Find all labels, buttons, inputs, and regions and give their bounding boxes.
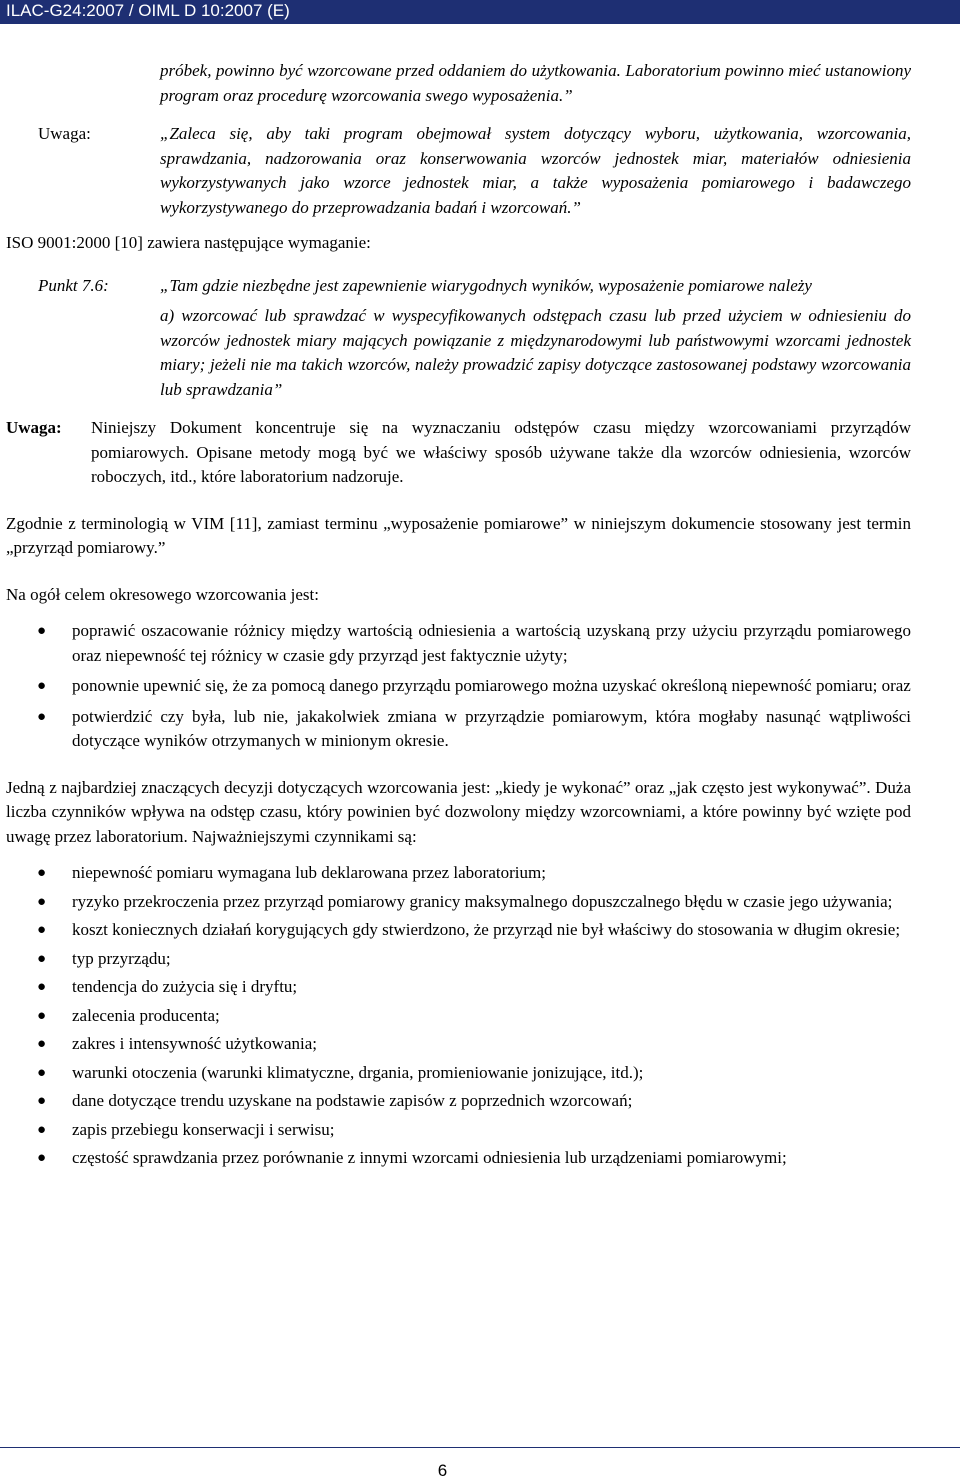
note-block-1 — [6, 122, 911, 220]
bullet-icon: ● — [37, 708, 47, 725]
list-item: ● poprawić oszacowanie różnicy między wartością odniesienia a wartością uzyskaną przy użyciu przyrządu pomiarowego oraz niepewność tej różnicy w czasie gdy przyrząd jest faktycznie użyty; — [6, 619, 911, 668]
list-item: ● typ przyrządu; — [6, 947, 911, 972]
note-text: „Zaleca się, aby taki program obejmował system dotyczący wyboru, użytkowania, wzorcowania, sprawdzania, nadzorowania oraz konserwowania wzorców jednostek miar, materiałów odniesienia wykorzystywanych jako wzorce jednostek miar, a także wyposażenia pomiarowego i badawczego wykorzystywanego do przeprowadzania badań i wzorcowań.” — [160, 124, 911, 217]
list-item: ● zapis przebiegu konserwacji i serwisu; — [6, 1118, 911, 1143]
bullet-icon: ● — [37, 1150, 47, 1166]
list-item: ● zakres i intensywność użytkowania; — [6, 1032, 911, 1057]
bullet-icon: ● — [37, 865, 47, 881]
note-label: Uwaga: — [38, 124, 91, 143]
bullet-icon: ● — [37, 979, 47, 995]
list-item: ● koszt koniecznych działań korygujących gdy stwierdzono, że przyrząd nie był właściwy do stosowania w długim okresie; — [6, 918, 911, 943]
bullet-icon: ● — [37, 922, 47, 938]
header-rule — [0, 22, 960, 24]
bullet-icon: ● — [37, 1121, 47, 1138]
note-text: Niniejszy Dokument koncentruje się na wyznaczaniu odstępów czasu między wzorcowaniami przyrządów pomiarowych. Opisane metody mogą być we właściwy sposób używane także dla wzorców odniesienia, wzorców roboczych, itd., które laboratorium nadzoruje. — [91, 418, 911, 486]
list-item: ● niepewność pomiaru wymagana lub deklarowana przez laboratorium; — [6, 861, 911, 886]
bullet-icon: ● — [37, 893, 47, 910]
list-item: ● ponownie upewnić się, że za pomocą danego przyrządu pomiarowego można uzyskać określoną niepewność pomiaru; oraz — [6, 674, 911, 699]
bullet-icon: ● — [37, 950, 47, 967]
bullet-icon: ● — [37, 623, 47, 639]
bullet-icon: ● — [37, 678, 47, 694]
clause-label: Punkt 7.6: — [38, 275, 109, 295]
footer-rule — [0, 1447, 960, 1448]
clause-block — [6, 274, 911, 403]
list-item: ● częstość sprawdzania przez porównanie z innymi wzorcami odniesienia lub urządzeniami pomiarowymi; — [6, 1146, 911, 1171]
clause-item-a: a) wzorcować lub sprawdzać w wyspecyfikowanych odstępach czasu lub przed użyciem w odniesieniu do wzorców jednostek miary mających powiązanie z międzynarodowymi lub państwowymi wzorcami jednostek miary; jeżeli nie ma takich wzorców, należy prowadzić zapisy dotyczące zastosowanej podstawy wzorcowania lub sprawdzania” — [160, 306, 911, 399]
intro-quote: próbek, powinno być wzorcowane przed oddaniem do użytkowania. Laboratorium powinno mieć ustanowiony program oraz procedurę wzorcowania swego wyposażenia.” — [160, 61, 911, 105]
goal-list — [6, 619, 911, 754]
iso-requirement-intro: ISO 9001:2000 [10] zawiera następujące wymaganie: — [6, 233, 371, 252]
list-item: ● dane dotyczące trendu uzyskane na podstawie zapisów z poprzednich wzorcowań; — [6, 1089, 911, 1114]
note-block-2 — [6, 416, 911, 490]
page-number: 6 — [437, 1461, 448, 1480]
document-header — [0, 0, 960, 22]
page-content — [6, 59, 911, 1171]
list-item: ● potwierdzić czy była, lub nie, jakakolwiek zmiana w przyrządzie pomiarowym, która mogłaby nasunąć wątpliwości dotyczące wyników otrzymanych w minionym okresie. — [6, 705, 911, 754]
paragraph-decision: Jedną z najbardziej znaczących decyzji dotyczących wzorcowania jest: „kiedy je wykonać” oraz „jak często jest wykonywać”. Duża liczba czynników wpływa na odstęp czasu, który powinien być dozwolony między wzorcowniami, a które powinny być wzięte pod uwagę przez laboratorium. Najważniejszymi czynnikami są: — [6, 777, 911, 846]
paragraph-goal: Na ogół celem okresowego wzorcowania jest: — [6, 584, 319, 604]
list-item: ● ryzyko przekroczenia przez przyrząd pomiarowy granicy maksymalnego dopuszczalnego błędu w czasie jego używania; — [6, 890, 911, 915]
bullet-icon: ● — [37, 1036, 47, 1052]
bullet-icon: ● — [37, 1064, 47, 1081]
list-item: ● zalecenia producenta; — [6, 1004, 911, 1029]
factor-list — [6, 861, 911, 1171]
paragraph-vim: Zgodnie z terminologią w VIM [11], zamiast terminu „wyposażenie pomiarowe” w niniejszym dokumencie stosowany jest termin „przyrząd pomiarowy.” — [6, 513, 911, 557]
bullet-icon: ● — [37, 1007, 47, 1024]
bullet-icon: ● — [37, 1093, 47, 1109]
clause-intro: „Tam gdzie niezbędne jest zapewnienie wiarygodnych wyników, wyposażenie pomiarowe należy — [160, 275, 812, 295]
list-item: ● warunki otoczenia (warunki klimatyczne, drgania, promieniowanie jonizujące, itd.); — [6, 1061, 911, 1086]
document-title: ILAC-G24:2007 / OIML D 10:2007 (E) — [6, 1, 290, 20]
list-item: ● tendencja do zużycia się i dryftu; — [6, 975, 911, 1000]
note-label: Uwaga: — [6, 418, 62, 437]
